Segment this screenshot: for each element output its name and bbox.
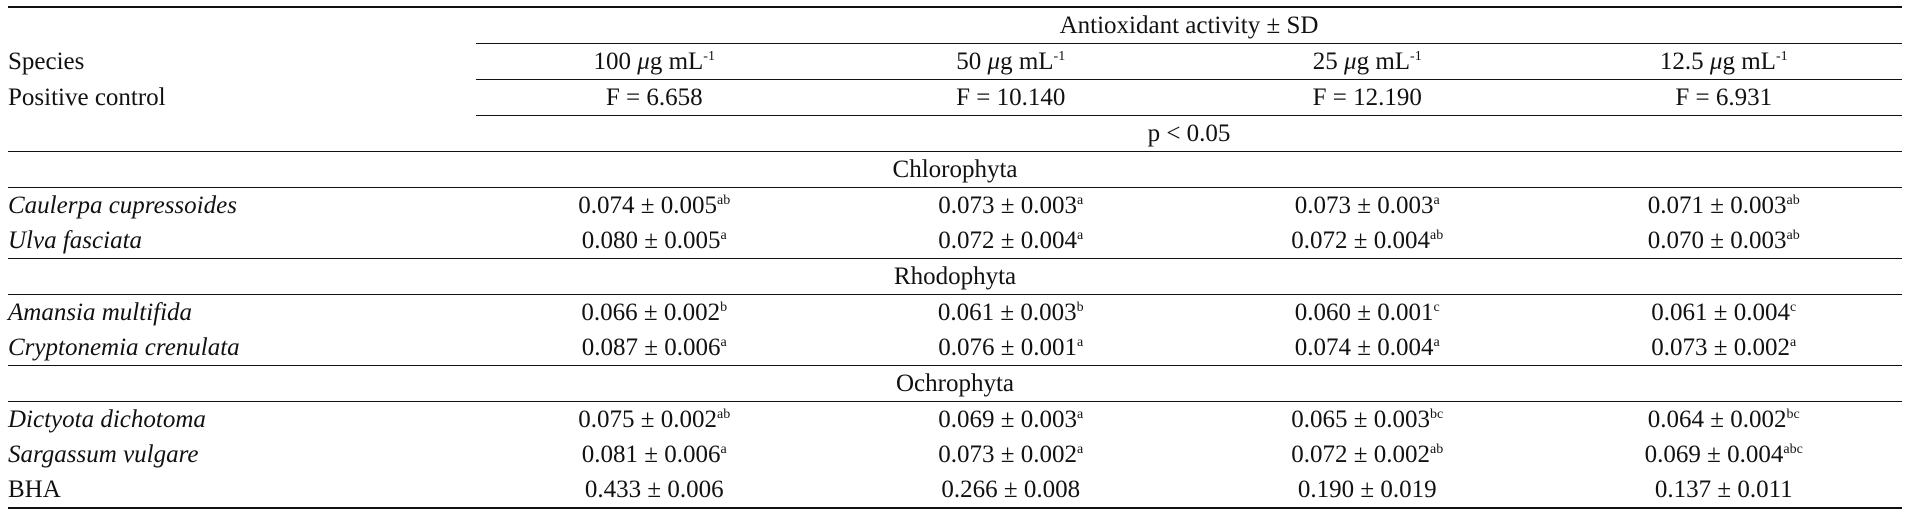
significance-letters: ab	[1786, 193, 1800, 208]
species-name: Ulva fasciata	[8, 227, 143, 254]
value-text: 0.073 ± 0.002	[1651, 334, 1791, 361]
f-value: F = 12.190	[1189, 80, 1546, 116]
conc-header	[833, 44, 1190, 80]
species-name: BHA	[8, 472, 476, 508]
significance-letters: a	[1077, 193, 1084, 208]
table-row	[8, 330, 1902, 366]
table-row	[8, 188, 1902, 224]
significance-letters: ab	[717, 407, 731, 422]
value-cell	[476, 437, 833, 472]
header-row-f-values	[8, 80, 1902, 116]
species-label: Species	[8, 48, 85, 75]
species-name: Dictyota dichotoma	[8, 402, 476, 438]
significance-letters: a	[1077, 228, 1084, 243]
conc-unit: g mL	[1000, 48, 1054, 75]
conc-value: 100	[593, 48, 638, 75]
value-text: 0.080 ± 0.005	[581, 227, 721, 254]
value-text: 0.072 ± 0.004	[1291, 227, 1430, 254]
significance-letters: abc	[1783, 442, 1803, 457]
antioxidant-table	[8, 6, 1902, 509]
value-text: 0.073 ± 0.003	[1294, 192, 1434, 219]
significance-letters: a	[1433, 335, 1440, 350]
value-text: 0.069 ± 0.004	[1644, 441, 1784, 468]
value-text: 0.075 ± 0.002	[578, 406, 717, 433]
species-name: Sargassum vulgare	[8, 441, 199, 468]
table-row	[8, 402, 1902, 438]
significance-letters: c	[1790, 300, 1797, 315]
table-row	[8, 472, 1902, 508]
significance-letters: ab	[1430, 228, 1444, 243]
group-title: Antioxidant activity ± SD	[476, 7, 1902, 44]
species-name: Cryptonemia crenulata	[8, 334, 240, 361]
species-name: Caulerpa cupressoides	[8, 188, 476, 224]
value-cell	[833, 437, 1190, 472]
value-cell	[1189, 437, 1546, 472]
significance-letters: ab	[1786, 228, 1800, 243]
value-text: 0.061 ± 0.003	[937, 299, 1077, 326]
significance-letters: c	[1433, 300, 1440, 315]
value-cell	[1546, 472, 1903, 508]
group-name: Chlorophyta	[8, 152, 1902, 188]
conc-exp: -1	[1410, 49, 1422, 64]
value-cell	[1189, 223, 1546, 259]
significance-letters: bc	[1430, 407, 1444, 422]
significance-letters: b	[720, 300, 728, 315]
conc-header	[1189, 44, 1546, 80]
f-value: F = 10.140	[833, 80, 1190, 116]
conc-header	[1546, 44, 1903, 80]
header-empty-cell	[8, 116, 476, 152]
conc-header	[476, 44, 833, 80]
value-text: 0.060 ± 0.001	[1294, 299, 1434, 326]
value-text: 0.073 ± 0.002	[938, 441, 1077, 468]
value-text: 0.076 ± 0.001	[938, 334, 1077, 361]
significance-letters: a	[1077, 335, 1084, 350]
significance-letters: ab	[1430, 442, 1444, 457]
value-cell	[833, 402, 1190, 438]
f-value: F = 6.658	[476, 80, 833, 116]
conc-value: 12.5	[1659, 48, 1710, 75]
positive-control-label: Positive control	[8, 84, 166, 111]
table-row	[8, 223, 1902, 259]
significance-letters: a	[1790, 335, 1797, 350]
table-body	[8, 7, 1902, 508]
conc-unit: g mL	[649, 48, 704, 75]
value-cell	[833, 330, 1190, 366]
header-row-concentrations	[8, 44, 1902, 80]
value-cell	[1189, 330, 1546, 366]
significance-letters: ab	[717, 193, 731, 208]
value-cell	[1189, 472, 1546, 508]
value-cell	[1546, 188, 1903, 224]
conc-exp: -1	[1053, 49, 1066, 64]
significance-letters: a	[1077, 442, 1084, 457]
value-cell	[476, 223, 833, 259]
value-text: 0.072 ± 0.002	[1291, 441, 1430, 468]
value-text: 0.061 ± 0.004	[1651, 299, 1791, 326]
significance-letters: a	[720, 335, 727, 350]
value-text: 0.070 ± 0.003	[1647, 227, 1787, 254]
value-text: 0.064 ± 0.002	[1647, 406, 1787, 433]
group-name: Rhodophyta	[8, 259, 1902, 295]
conc-mu: μ	[987, 48, 1001, 75]
value-text: 0.069 ± 0.003	[938, 406, 1077, 433]
conc-unit: g mL	[1722, 48, 1776, 75]
conc-unit: g mL	[1356, 48, 1411, 75]
header-row-p-value	[8, 116, 1902, 152]
p-value: p < 0.05	[476, 116, 1902, 152]
conc-mu: μ	[1344, 48, 1357, 75]
value-cell	[833, 472, 1190, 508]
group-name: Ochrophyta	[8, 366, 1902, 402]
value-text: 0.137 ± 0.011	[1654, 476, 1793, 503]
value-text: 0.073 ± 0.003	[938, 192, 1077, 219]
species-name: Amansia multifida	[8, 295, 476, 331]
value-text: 0.066 ± 0.002	[581, 299, 721, 326]
value-cell	[833, 295, 1190, 331]
significance-letters: b	[1076, 300, 1084, 315]
value-text: 0.071 ± 0.003	[1647, 192, 1787, 219]
f-value: F = 6.931	[1546, 80, 1903, 116]
significance-letters: a	[720, 442, 727, 457]
value-cell	[1546, 223, 1903, 259]
value-cell	[476, 402, 833, 438]
significance-letters: bc	[1786, 407, 1800, 422]
header-empty-cell	[8, 7, 476, 44]
value-text: 0.074 ± 0.004	[1294, 334, 1434, 361]
value-cell	[833, 223, 1190, 259]
value-text: 0.072 ± 0.004	[938, 227, 1077, 254]
value-cell	[1546, 295, 1903, 331]
significance-letters: a	[1433, 193, 1440, 208]
significance-letters: a	[720, 228, 727, 243]
value-cell	[1546, 330, 1903, 366]
value-cell	[476, 472, 833, 508]
value-text: 0.074 ± 0.005	[578, 192, 717, 219]
table-row	[8, 437, 1902, 472]
value-text: 0.266 ± 0.008	[941, 476, 1081, 503]
group-row	[8, 259, 1902, 295]
group-row	[8, 152, 1902, 188]
conc-value: 50	[956, 48, 988, 75]
conc-value: 25	[1312, 48, 1345, 75]
value-text: 0.081 ± 0.006	[581, 441, 721, 468]
conc-exp: -1	[1775, 49, 1788, 64]
value-text: 0.190 ± 0.019	[1297, 476, 1437, 503]
header-row-group	[8, 7, 1902, 44]
value-cell	[476, 330, 833, 366]
value-cell	[476, 188, 833, 224]
value-cell	[476, 295, 833, 331]
value-cell	[1189, 295, 1546, 331]
conc-mu: μ	[1709, 48, 1723, 75]
value-text: 0.065 ± 0.003	[1291, 406, 1430, 433]
table-row	[8, 295, 1902, 331]
value-cell	[833, 188, 1190, 224]
value-cell	[1189, 188, 1546, 224]
value-cell	[1546, 437, 1903, 472]
conc-exp: -1	[703, 49, 715, 64]
value-cell	[1189, 402, 1546, 438]
value-text: 0.087 ± 0.006	[581, 334, 721, 361]
significance-letters: a	[1077, 407, 1084, 422]
group-row	[8, 366, 1902, 402]
value-text: 0.433 ± 0.006	[584, 476, 724, 503]
conc-mu: μ	[637, 48, 650, 75]
value-cell	[1546, 402, 1903, 438]
